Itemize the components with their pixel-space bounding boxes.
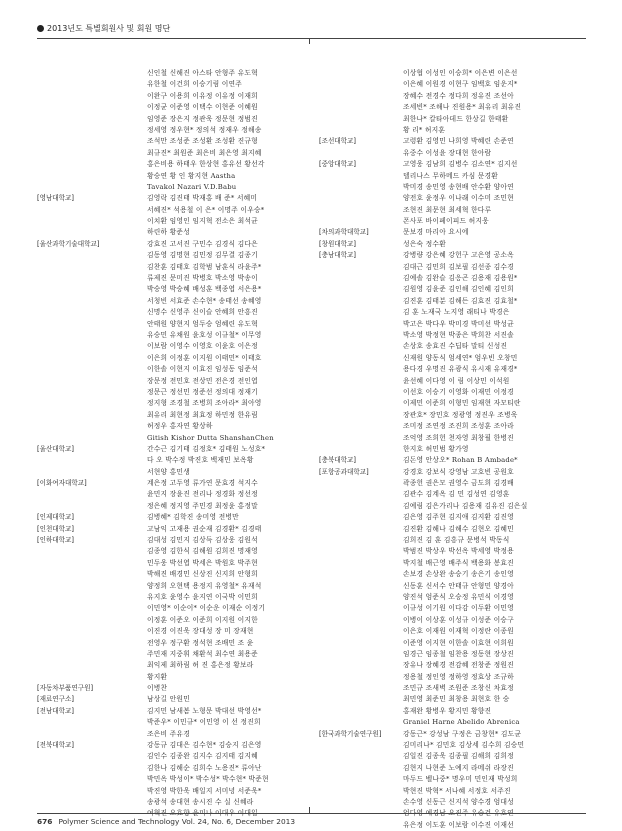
member-names: 조민규 조새벽 조원준 조창신 차효정 — [403, 684, 514, 693]
member-names: 임영준 장은지 정관욱 정문현 정범진 — [147, 114, 258, 123]
member-names: 김동영 김명현 김민정 김무결 김종기 — [147, 251, 258, 260]
member-row — [37, 182, 309, 193]
member-row — [37, 467, 309, 478]
member-row — [37, 546, 309, 557]
member-names: 조현진 최문현 최세혁 한다루 — [403, 205, 492, 214]
member-row — [319, 171, 599, 182]
member-names: 손수영 신동근 신지석 양수경 엄대성 — [403, 798, 514, 806]
member-row — [319, 455, 599, 466]
member-names: 이진경 이진욱 장대성 장 미 장재현 — [147, 627, 254, 636]
member-names: 유승민 유채원 윤호성 이규철* 이무영 — [147, 330, 262, 339]
member-row — [319, 227, 599, 238]
member-row — [319, 376, 599, 387]
member-names: 델리나스 무하메드 카심 문경환 — [403, 171, 499, 180]
member-names: 조석만 조성준 조성환 조성환 진규형 — [147, 137, 258, 146]
member-names: 허정우 홍자연 황상하 — [147, 422, 213, 431]
member-names: Gitish Kishor Dutta ShanshanChen — [147, 433, 274, 442]
member-row — [37, 205, 309, 216]
member-names: 정지형 조경철 조병희 조아라* 최아영 — [147, 399, 262, 408]
member-row — [319, 729, 599, 740]
member-names: 장관호* 장민호 정광영 정진우 조병욱 — [403, 410, 518, 419]
member-row — [319, 489, 599, 500]
member-row — [37, 524, 309, 535]
member-row — [319, 763, 599, 774]
member-row — [319, 558, 599, 569]
member-names: 하린하 황준성 — [147, 228, 190, 237]
member-row — [319, 672, 599, 683]
member-names: 강동근* 강성남 구정은 금창현* 김도균 — [403, 729, 522, 738]
member-names: 김병혜* 김학진 송미영 전병만 — [147, 513, 239, 522]
member-names: 김은영 김주현 김지애 김지환 김진영 — [403, 513, 514, 522]
member-row — [319, 467, 599, 478]
member-row — [37, 433, 309, 444]
institution-label: [영남대학교] — [37, 194, 74, 203]
member-names: 신재원 양동식 엄세연* 엄우빈 오창민 — [403, 353, 518, 362]
member-names: 문보경 마리아 요시에 — [403, 228, 469, 237]
member-row — [319, 239, 599, 250]
member-names: 강동규 김대은 김수현* 김승지 김은영 — [147, 741, 262, 750]
member-row — [37, 672, 309, 683]
member-row — [37, 91, 309, 102]
member-names: 최유리 최현정 최효정 하민정 한유림 — [147, 410, 258, 419]
member-row — [319, 786, 599, 797]
member-row — [319, 421, 599, 432]
footer-rule — [37, 813, 586, 814]
member-row — [37, 774, 309, 785]
member-names: 고령환 김영민 나희영 박혜린 손준연 — [403, 137, 514, 146]
member-row — [319, 603, 599, 614]
member-names: 홍재완 황병우 황지민 황향진 — [403, 706, 492, 715]
member-row — [37, 489, 309, 500]
member-names: 김돈영 안상오* Rohan B Ambade* — [403, 456, 518, 465]
member-row — [37, 330, 309, 341]
header-title: 2013년도 특별회원사 및 회원 명단 — [47, 24, 171, 33]
member-row — [319, 444, 599, 455]
member-row — [37, 79, 309, 90]
member-names: 최익제 최하림 허 진 홍은정 황보라 — [147, 661, 254, 670]
right-column — [319, 68, 599, 829]
member-row — [37, 626, 309, 637]
member-names: 신동훈 신서수 안태규 안형민 양경아 — [403, 581, 514, 590]
member-names: 홍은비용 하태우 한상현 홍유선 황선각 — [147, 160, 265, 169]
institution-label: [울산대학교] — [37, 444, 74, 453]
member-row — [319, 319, 599, 330]
member-row — [319, 364, 599, 375]
member-row — [37, 660, 309, 671]
member-row — [319, 216, 599, 227]
member-row — [319, 284, 599, 295]
member-row — [319, 524, 599, 535]
member-row — [319, 205, 599, 216]
member-names: 조억영 조희헌 천자영 최창필 한병진 — [403, 433, 514, 442]
member-names: 이민영* 이순이* 이순운 이재순 이정기 — [147, 604, 266, 613]
member-row — [319, 683, 599, 694]
member-row — [37, 125, 309, 136]
member-row — [37, 273, 309, 284]
member-row — [319, 546, 599, 557]
column-tick — [309, 38, 310, 44]
member-names: 서현양 홍민생 — [147, 467, 190, 476]
member-names: 전영우 정구환 정석현 조배민 조 윤 — [147, 638, 254, 647]
member-row — [37, 387, 309, 398]
member-row — [37, 216, 309, 227]
member-row — [37, 740, 309, 751]
member-row — [37, 535, 309, 546]
member-names: 김원영 김윤준 김인해 김인혜 김인희 — [403, 285, 514, 294]
member-row — [37, 603, 309, 614]
member-row — [319, 398, 599, 409]
member-row — [37, 353, 309, 364]
member-names: 김현지 나현준 노예지 라메쉬 라장진 — [403, 763, 514, 772]
member-row — [37, 478, 309, 489]
member-names: 조세빈* 조해나 진원용* 최유리 최유진 — [403, 103, 522, 112]
member-row — [319, 433, 599, 444]
member-names: 이보람 이영수 이영호 이윤호 이은정 — [147, 342, 258, 351]
member-names: 마두드 벨나중* 명우미 민인재 박성희 — [403, 775, 518, 784]
institution-label: [전북대학교] — [37, 741, 74, 750]
member-names: 곽종헌 권은모 권영수 금도희 김경배 — [403, 479, 514, 488]
member-names: 용다경 우명진 유광식 유시재 유재경* — [403, 365, 518, 374]
member-row — [319, 694, 599, 705]
member-names: 박해진 배경민 신상진 신지희 안형희 — [147, 570, 258, 579]
member-names: 장유나 장혜경 전감혜 전창준 정원진 — [403, 661, 514, 670]
institution-label: [이화여자대학교] — [37, 479, 87, 488]
member-row — [37, 227, 309, 238]
member-names: 김종영 김한식 김해원 김희진 명재영 — [147, 547, 258, 556]
member-names: Tavakol Nazari V.D.Babu — [147, 182, 237, 191]
member-names: 박진영 박한욱 배일지 서미녕 서준욱* — [147, 786, 262, 795]
member-row — [37, 592, 309, 603]
member-row — [37, 364, 309, 375]
member-names: 박지철 배근영 배주식 백용화 봉효진 — [403, 558, 514, 567]
member-row — [37, 581, 309, 592]
member-names: 김대근 김민희 김보필 김선종 김수경 — [403, 262, 514, 271]
member-names: 김영락 김진태 박재홍 배 준* 서혜미 — [147, 194, 258, 203]
journal-citation: Polymer Science and Technology Vol. 24, No. 6, December 2013 — [58, 817, 296, 826]
member-names: 여혁진 오효향 윤미나 이대우 이대일 — [147, 809, 258, 818]
member-row — [319, 535, 599, 546]
member-row — [319, 638, 599, 649]
institution-label: [울산과학기술대학교] — [37, 239, 100, 248]
member-row — [319, 353, 599, 364]
member-names: 서청빈 서효준 손수현* 송태선 송혜영 — [147, 296, 262, 305]
member-names: 김대성 김민지 김상득 김상웅 김원석 — [147, 536, 258, 545]
member-row — [319, 102, 599, 113]
member-row — [319, 592, 599, 603]
member-row — [319, 581, 599, 592]
member-row — [37, 717, 309, 728]
member-row — [37, 501, 309, 512]
member-names: 김희진 김 훈 김흥규 문병석 박동식 — [403, 536, 510, 545]
member-names: 이상협 이성인 이승희* 이은변 이은선 — [403, 69, 518, 77]
member-row — [319, 717, 599, 728]
member-row — [37, 763, 309, 774]
member-names: Graniel Harne Abelido Abrenica — [403, 718, 520, 727]
member-names: 장문정 전민호 전상민 전은경 전인엽 — [147, 376, 258, 385]
member-row — [37, 193, 309, 204]
member-names: 장혜수 전경수 정다희 정유진 조선아 — [403, 91, 514, 100]
member-row — [319, 68, 599, 79]
member-names: 조은비 주유경 — [147, 729, 190, 738]
member-row — [37, 136, 309, 147]
member-names: 양정희 오현택 용정지 유영철* 유재석 — [147, 581, 262, 590]
member-row — [319, 262, 599, 273]
member-row — [319, 512, 599, 523]
member-row — [37, 102, 309, 113]
member-row — [37, 444, 309, 455]
member-names: 이한솔 이현지 이효진 임성동 임준석 — [147, 365, 258, 374]
member-names: 정문근 정선민 정준선 정의대 정재기 — [147, 387, 258, 396]
member-names: 이제민 이준희 이형민 임재현 자모티란 — [403, 399, 521, 408]
member-names: 강병량 강은혜 강헌구 고은영 공소옥 — [403, 251, 514, 260]
member-row — [319, 148, 599, 159]
institution-label: [인천대학교] — [37, 524, 74, 533]
member-row — [37, 68, 309, 79]
member-names: 간수근 김기태 김정호* 김태원 노성호* — [147, 444, 266, 453]
member-row — [319, 808, 599, 819]
member-row — [319, 410, 599, 421]
member-row — [37, 683, 309, 694]
member-names: 박현진 박혁* 서나혜 서정호 서주진 — [403, 786, 511, 795]
institution-label: [충북대학교] — [319, 456, 356, 465]
member-row — [37, 455, 309, 466]
member-names: 이병이 이상훈 이성규 이성준 이승구 — [403, 615, 514, 624]
member-row — [319, 341, 599, 352]
institution-label: [재료연구소] — [37, 695, 74, 704]
member-row — [319, 797, 599, 808]
member-names: 박준우* 이민규* 이민영 이 선 정진희 — [147, 718, 261, 727]
member-row — [37, 729, 309, 740]
member-row — [319, 330, 599, 341]
member-row — [319, 159, 599, 170]
member-row — [319, 91, 599, 102]
member-names: 유한철 이건희 이승기림 이연주 — [147, 80, 243, 89]
institution-label: [조선대학교] — [319, 137, 356, 146]
member-row — [319, 250, 599, 261]
member-names: 이은호 이재원 이재혁 이정란 이종원 — [403, 627, 514, 636]
member-names: 이은혜 이원경 이현구 임백호 임운지* — [403, 80, 518, 89]
page-footer — [37, 817, 295, 826]
member-names: 박승영 박승혜 배성훈 백종엽 서은용* — [147, 285, 262, 294]
member-names: 윤선혜 이다영 이 림 이상민 이석원 — [403, 376, 510, 385]
member-row — [319, 273, 599, 284]
member-names: 계은정 고두영 류가연 문효경 석지수 — [147, 479, 258, 488]
member-names: 김관수 김계옥 김 민 김성연 김영훈 — [403, 490, 510, 499]
member-row — [37, 159, 309, 170]
member-names: 최한나* 칼타아데드 한상길 한태환 — [403, 114, 509, 123]
member-row — [37, 296, 309, 307]
member-row — [319, 79, 599, 90]
member-names: 유은정 이도훈 이보람 이수진 이재선 — [403, 820, 514, 829]
member-names: 김진훈 김태분 김해든 김효진 김효철* — [403, 296, 518, 305]
member-row — [319, 820, 599, 831]
member-names: 신명수 신영주 신이슬 안혜희 안흥진 — [147, 308, 258, 317]
member-names: 김한나 김해순 김희수 노용진* 류아난 — [147, 763, 262, 772]
member-names: 다 오 박수정 박진호 백재민 보옥황 — [147, 456, 254, 465]
member-row — [319, 307, 599, 318]
member-row — [37, 171, 309, 182]
member-names: 황승연 황 인 황지현 Aastha — [147, 171, 236, 180]
member-row — [37, 694, 309, 705]
member-names: 최민영 최준민 최창용 최현호 한 승 — [403, 695, 510, 704]
member-names: 성은숙 정수환 — [403, 239, 446, 248]
member-names: 박민옥 박성이* 박수성* 박수현* 박준현 — [147, 775, 269, 784]
member-row — [319, 387, 599, 398]
member-names: 강경호 강보식 강영남 고호빈 공원호 — [403, 467, 514, 476]
member-names: 김예솔 김완슬 김응곤 김용재 김용원* — [403, 274, 518, 283]
member-row — [319, 649, 599, 660]
member-names: 박소영 박정현 박종은 박희찬 서진솔 — [403, 330, 514, 339]
member-row — [319, 478, 599, 489]
member-row — [319, 182, 599, 193]
member-row — [319, 751, 599, 762]
member-names: 박고은 박다우 박미경 박미선 박성균 — [403, 319, 514, 328]
member-row — [319, 706, 599, 717]
member-row — [37, 410, 309, 421]
member-row — [37, 512, 309, 523]
member-names: 김일진 김종욱 김종필 김해희 김희정 — [403, 752, 514, 761]
member-names: 엄다영 예경남 오진주 유승건 유호연 — [403, 809, 514, 818]
member-names: 류제진 문미진 박병호 박소영 박송이 — [147, 274, 258, 283]
member-names: 송광석 송대현 송시진 수 실 신혜라 — [147, 798, 254, 806]
institution-label: [인하대학교] — [37, 536, 74, 545]
member-names: 고영웅 김남희 김병수 김소연* 김지선 — [403, 160, 518, 169]
member-row — [37, 786, 309, 797]
member-row — [319, 774, 599, 785]
header-bullet-icon — [37, 25, 44, 32]
member-names: 양전호 윤정우 이나래 이수미 조민현 — [403, 194, 514, 203]
institution-label: [충남대학교] — [319, 251, 356, 260]
member-names: 정은혜 정지영 주민경 최정윤 홍정말 — [147, 501, 258, 510]
member-row — [319, 114, 599, 125]
member-row — [319, 569, 599, 580]
member-row — [37, 797, 309, 808]
member-row — [37, 262, 309, 273]
member-names: 주민재 지중휘 채환석 최수연 최용준 — [147, 649, 258, 658]
member-names: 폰사포 바이페이피드 허지웅 — [403, 217, 489, 226]
member-names: 조미정 조연정 조진희 조성훈 조아라 — [403, 422, 514, 431]
member-row — [319, 626, 599, 637]
member-row — [319, 193, 599, 204]
member-row — [37, 638, 309, 649]
member-names: 김인수 김종완 김지수 김지태 김지혜 — [147, 752, 258, 761]
member-row — [37, 615, 309, 626]
institution-label: [인제대학교] — [37, 513, 74, 522]
institution-label: [중앙대학교] — [319, 160, 356, 169]
page-header — [37, 23, 170, 34]
member-names: 이은희 이정훈 이지원 이태민* 이태호 — [147, 353, 262, 362]
member-names: 강효진 고서진 구민수 김경식 김다은 — [147, 239, 258, 248]
member-row — [37, 319, 309, 330]
member-names: 신인철 신해진 아스타 안형주 유도혁 — [147, 69, 258, 77]
member-names: 윤민지 장윤진 전리나 정경화 정선정 — [147, 490, 258, 499]
member-row — [37, 284, 309, 295]
header-rule — [37, 38, 586, 39]
member-row — [319, 296, 599, 307]
member-row — [37, 706, 309, 717]
left-column — [37, 68, 309, 818]
member-names: 민두웅 박선엽 박세은 박원호 박주현 — [147, 558, 258, 567]
member-names: 정용철 정인영 정하영 정효상 조규하 — [403, 672, 514, 681]
institution-label: [차의과학대학교] — [319, 228, 369, 237]
member-row — [319, 136, 599, 147]
member-names: 최규진* 최원준 최은비 최은영 최지혜 — [147, 148, 262, 157]
member-names: 이정균 이준영 이택수 이현준 이혜원 — [147, 103, 258, 112]
institution-label: [포항공과대학교] — [319, 467, 369, 476]
member-row — [37, 148, 309, 159]
member-row — [37, 376, 309, 387]
member-names: 황지환 — [147, 672, 168, 681]
member-names: 고남익 고재용 권순재 김경환* 김경태 — [147, 524, 262, 533]
member-row — [37, 569, 309, 580]
institution-label: [한국과학기술연구원] — [319, 729, 382, 738]
member-row — [319, 740, 599, 751]
member-names: 한지호 허민범 황가영 — [403, 444, 469, 453]
member-names: 유지호 윤영수 윤지연 이국박 이민희 — [147, 592, 258, 601]
member-names: 남상길 안원민 — [147, 695, 190, 704]
member-names: 김미리나* 김민호 김상세 김수희 김승민 — [403, 741, 525, 750]
member-names: 정세영 정우현* 정의석 정재우 정해송 — [147, 125, 262, 134]
member-names: 손상호 송효진 수딥타 말티 신성진 — [403, 342, 508, 351]
member-names: 박범진 박상우 박선옥 박세영 박정용 — [403, 547, 514, 556]
member-names: 이정훈 이준오 이준희 이지원 이지한 — [147, 615, 258, 624]
member-names: 김예림 김은가리나 김용재 김유진 김은실 — [403, 501, 528, 510]
member-row — [37, 751, 309, 762]
institution-label: [자동차부품연구원] — [37, 684, 94, 693]
member-row — [319, 501, 599, 512]
member-names: 김진환 김해나 김해수 김현오 김혜민 — [403, 524, 514, 533]
member-names: 유중수 이성윤 장대현 한아람 — [403, 148, 492, 157]
member-names: 박미경 송민영 송현배 안수환 양아연 — [403, 182, 514, 191]
institution-label: [창원대학교] — [319, 239, 356, 248]
member-names: 이완구 이용희 이유정 이유정 이재희 — [147, 91, 258, 100]
member-names: 김찬훈 김태호 김학범 남훈식 라윤주* — [147, 262, 262, 271]
member-names: 김지민 남새봄 노형문 박대선 박영선* — [147, 706, 262, 715]
member-row — [37, 114, 309, 125]
member-names: 이선호 이승기 이영화 이재민 이정경 — [403, 387, 514, 396]
member-row — [37, 341, 309, 352]
member-row — [319, 660, 599, 671]
member-names: 임경근 임종철 임찬용 정동현 장상진 — [403, 649, 514, 658]
member-names: 안태원 양현지 엄두승 엄혜린 유도혁 — [147, 319, 258, 328]
page-number: 676 — [37, 817, 53, 826]
member-row — [37, 649, 309, 660]
member-row — [319, 125, 599, 136]
member-row — [37, 250, 309, 261]
institution-label: [전남대학교] — [37, 706, 74, 715]
member-row — [319, 615, 599, 626]
member-names: 이준영 이지현 이한솔 이효현 이희원 — [403, 638, 514, 647]
member-names: 김 훈 노재국 노지영 래티나 박경은 — [403, 308, 510, 317]
member-names: 손보경 손상완 송승기 송은기 송인영 — [403, 570, 514, 579]
member-names: 황 리* 허지훈 — [403, 125, 446, 134]
member-names: 이규성 이기원 이다감 이두환 이민영 — [403, 604, 514, 613]
member-names: 이병찬 — [147, 684, 168, 693]
member-row — [37, 398, 309, 409]
member-names: 이치환 임영인 임지혁 전소은 최석균 — [147, 217, 258, 226]
member-row — [37, 421, 309, 432]
member-names: 양진석 엄준식 오승정 유민식 이경영 — [403, 592, 514, 601]
member-names: 서혜진* 석용철 이 은* 이명주 이우승* — [147, 205, 265, 214]
member-row — [37, 307, 309, 318]
member-row — [37, 558, 309, 569]
member-row — [37, 239, 309, 250]
